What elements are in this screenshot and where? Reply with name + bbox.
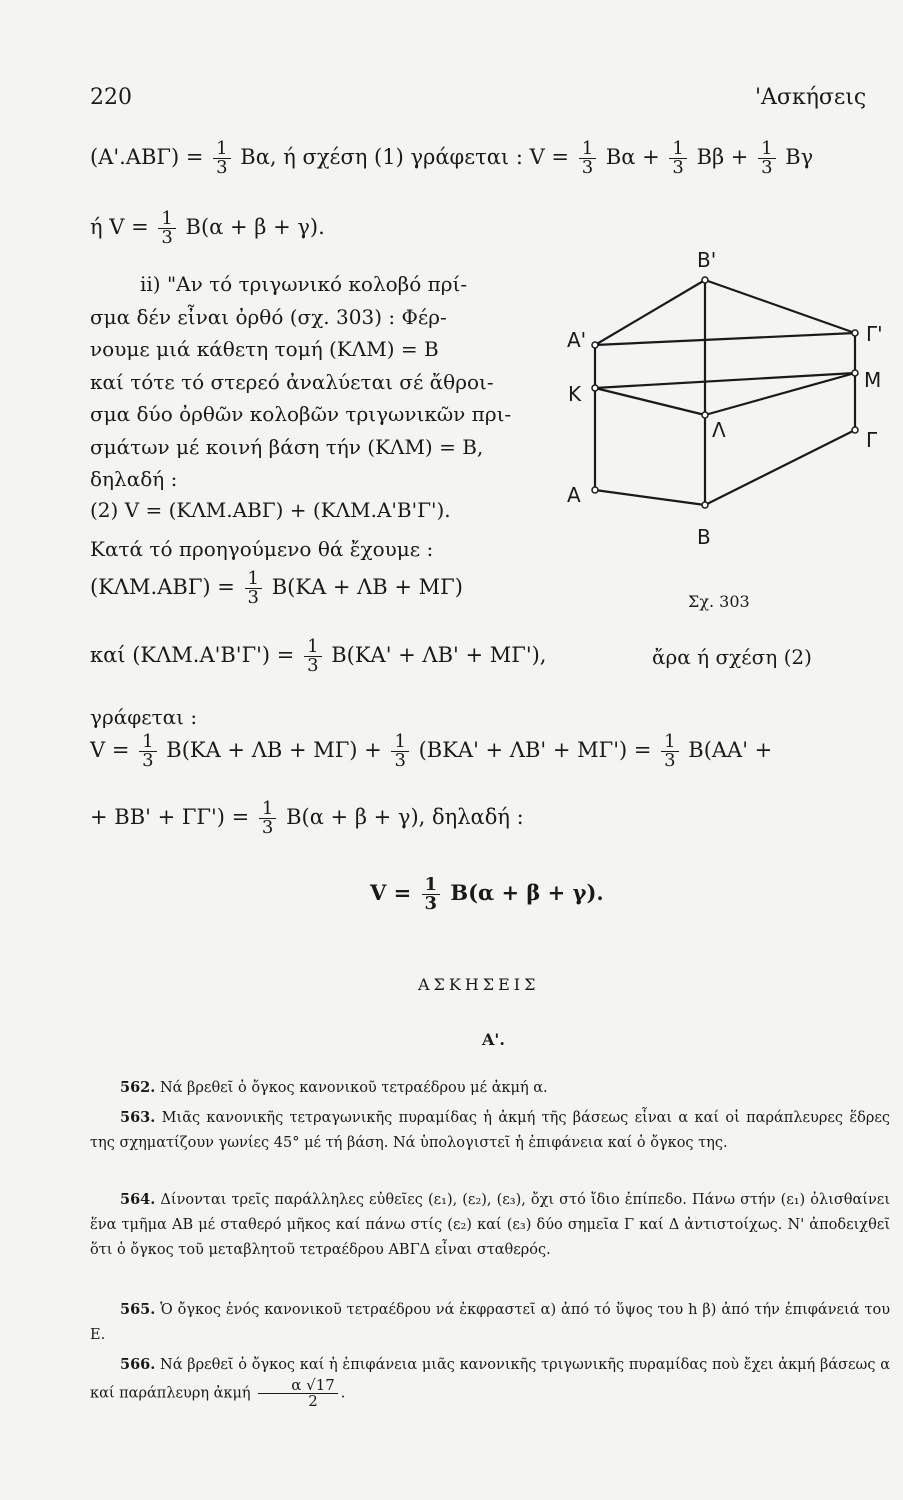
exercise-text: Μιᾶς κανονικῆς τετραγωνικῆς πυραμίδας ἡ ἀκμή τῆς βάσεως εἶναι α καί οἱ παράπλευρες ἕδρες της σχηματίζουν γωνίες 45° μέ τή βάση. Νά ὑπολογιστεῖ ἡ ἐπιφάνεια καί ὁ ὄγκος της. [90,1110,890,1151]
section-title: 'Ασκήσεις [755,85,867,110]
exercise-562 [90,1075,890,1101]
eq1-post: Βα, ή σχέση (1) γράφεται : V = [240,145,570,169]
final-period: . [340,1385,346,1402]
eq6-term2: (ΒΚΑ' + ΛΒ' + ΜΓ') = [418,738,652,762]
fraction: $\frac{1}{3}$ [758,140,775,177]
eq5-post: Β(ΚΑ' + ΛΒ' + ΜΓ'), [331,643,547,667]
equation-line-5 [90,638,546,675]
fraction: $\frac{1}{3}$ [422,876,441,913]
equation-line-4 [90,570,463,607]
fraction: $\frac{1}{3}$ [158,210,175,247]
exercise-number: 565. [120,1301,156,1318]
label-g-prime: Γ' [866,322,883,346]
eq1-term1: Βα + [605,145,660,169]
eq8-post: Β(α + β + γ). [450,880,604,905]
eq7-pre: + ΒΒ' + ΓΓ') = [90,805,250,829]
label-k: Κ [568,382,582,406]
equation-line-2 [90,210,325,247]
fraction-a-sqrt17: $\frac{\alpha √17}{2}$ [258,1378,338,1409]
exercise-number: 566. [120,1356,156,1373]
eq6-pre: V = [90,738,130,762]
exercise-564 [90,1187,890,1263]
grafetai-line: γράφεται : [90,705,198,729]
label-a-prime: Α' [567,328,587,352]
fraction: $\frac{1}{3}$ [139,733,156,770]
eq1-term2: Ββ + [696,145,749,169]
fraction: $\frac{1}{3}$ [661,733,678,770]
label-g: Γ [866,428,878,452]
exercises-heading: ΑΣΚΗΣΕΙΣ [418,975,540,994]
fraction: $\frac{1}{3}$ [579,140,596,177]
eq6-term3: Β(ΑΑ' + [688,738,773,762]
page-number: 220 [90,85,132,110]
ii-line: σμα δύο ὀρθῶν κολοβῶν τριγωνικῶν πρι- [90,402,512,426]
eq8-pre: V = [370,880,412,905]
exercise-566 [90,1352,890,1409]
ii-line: καί τότε τό στερεό ἀναλύεται σέ ἄθροι- [90,369,494,394]
eq5-tail: ἄρα ή σχέση (2) [652,645,812,669]
ii-line: σμα δέν εἶναι ὀρθό (σχ. 303) : Φέρ- [90,304,447,329]
ii-paragraph [90,268,530,496]
equation-line-7 [90,800,524,837]
label-a: Α [567,483,581,507]
ii-line: δηλαδή : [90,467,178,491]
eq4-pre: (ΚΛΜ.ΑΒΓ) = [90,575,235,599]
kata-line: Κατά τό προηγούμενο θά ἔχουμε : [90,537,434,561]
eq2-post: Β(α + β + γ). [185,215,325,239]
fraction: $\frac{1}{3}$ [669,140,686,177]
fraction: $\frac{1}{3}$ [259,800,276,837]
eq6-term1: Β(ΚΑ + ΛΒ + ΜΓ) + [166,738,382,762]
ii-line: σμάτων μέ κοινή βάση τήν (ΚΛΜ) = Β, [90,434,484,459]
exercise-563 [90,1105,890,1156]
fraction: $\frac{1}{3}$ [391,733,408,770]
eq1-pre: (Α'.ΑΒΓ) = [90,145,204,169]
eq2-pre: ή V = [90,215,149,239]
exercise-text: Νά βρεθεῖ ὁ ὄγκος κανονικοῦ τετραέδρου μέ ἀκμή α. [159,1080,548,1096]
eq5-pre: καί (ΚΛΜ.Α'Β'Γ') = [90,643,295,667]
equation-line-6 [90,733,772,770]
ii-line: νουμε μιά κάθετη τομή (ΚΛΜ) = Β [90,337,439,361]
exercise-number: 562. [120,1079,156,1096]
eq4-post: Β(ΚΑ + ΛΒ + ΜΓ) [271,575,463,599]
equation-line-3: (2) V = (ΚΛΜ.ΑΒΓ) + (ΚΛΜ.Α'Β'Γ'). [90,498,451,522]
label-m: Μ [864,368,882,392]
fraction: $\frac{1}{3}$ [304,638,321,675]
exercise-number: 564. [120,1191,156,1208]
exercise-text: Νά βρεθεῖ ὁ ὄγκος καί ἡ ἐπιφάνεια μιᾶς κανονικῆς τριγωνικῆς πυραμίδας ποὺ ἔχει ἀκμή βάσεως α καί παράπλευρη ἀκμή [90,1357,890,1402]
figure-caption: Σχ. 303 [688,592,750,611]
label-l: Λ [712,418,726,442]
exercise-text: Δίνονται τρεῖς παράλληλες εὐθεῖες (ε₁), (ε₂), (ε₃), ὄχι στό ἴδιο ἐπίπεδο. Πάνω στήν (ε₁) ὀλισθαίνει ἕνα τμῆμα ΑΒ μέ σταθερό μῆκος καί πάνω στίς (ε₂) καί (ε₃) δύο σημεῖα Γ καί Δ ἀντιστοίχως. Ν' ἀποδειχθεῖ ὅτι ὁ ὄγκος τοῦ μεταβλητοῦ τετραέδρου ΑΒΓΔ εἶναι σταθερός. [90,1192,891,1258]
eq1-term3: Βγ [785,145,814,169]
exercise-text: Ὁ ὄγκος ἑνός κανονικοῦ τετραέδρου νά ἐκφραστεῖ α) ἀπό τό ὕψος του h β) ἀπό τήν ἐπιφάνειά του Ε. [90,1302,891,1343]
ii-line: ii) "Αν τό τριγωνικό κολοβό πρί- [140,272,468,296]
equation-line-8 [370,876,604,913]
equation-line-1 [90,140,813,177]
label-b: Β [697,525,711,549]
exercise-number: 563. [120,1109,156,1126]
exercises-subheading: Α'. [482,1030,505,1049]
exercise-565 [90,1297,890,1348]
label-b-prime: Β' [697,248,717,272]
eq7-post: Β(α + β + γ), δηλαδή : [286,805,524,829]
fraction: $\frac{1}{3}$ [213,140,230,177]
fraction: $\frac{1}{3}$ [245,570,262,607]
